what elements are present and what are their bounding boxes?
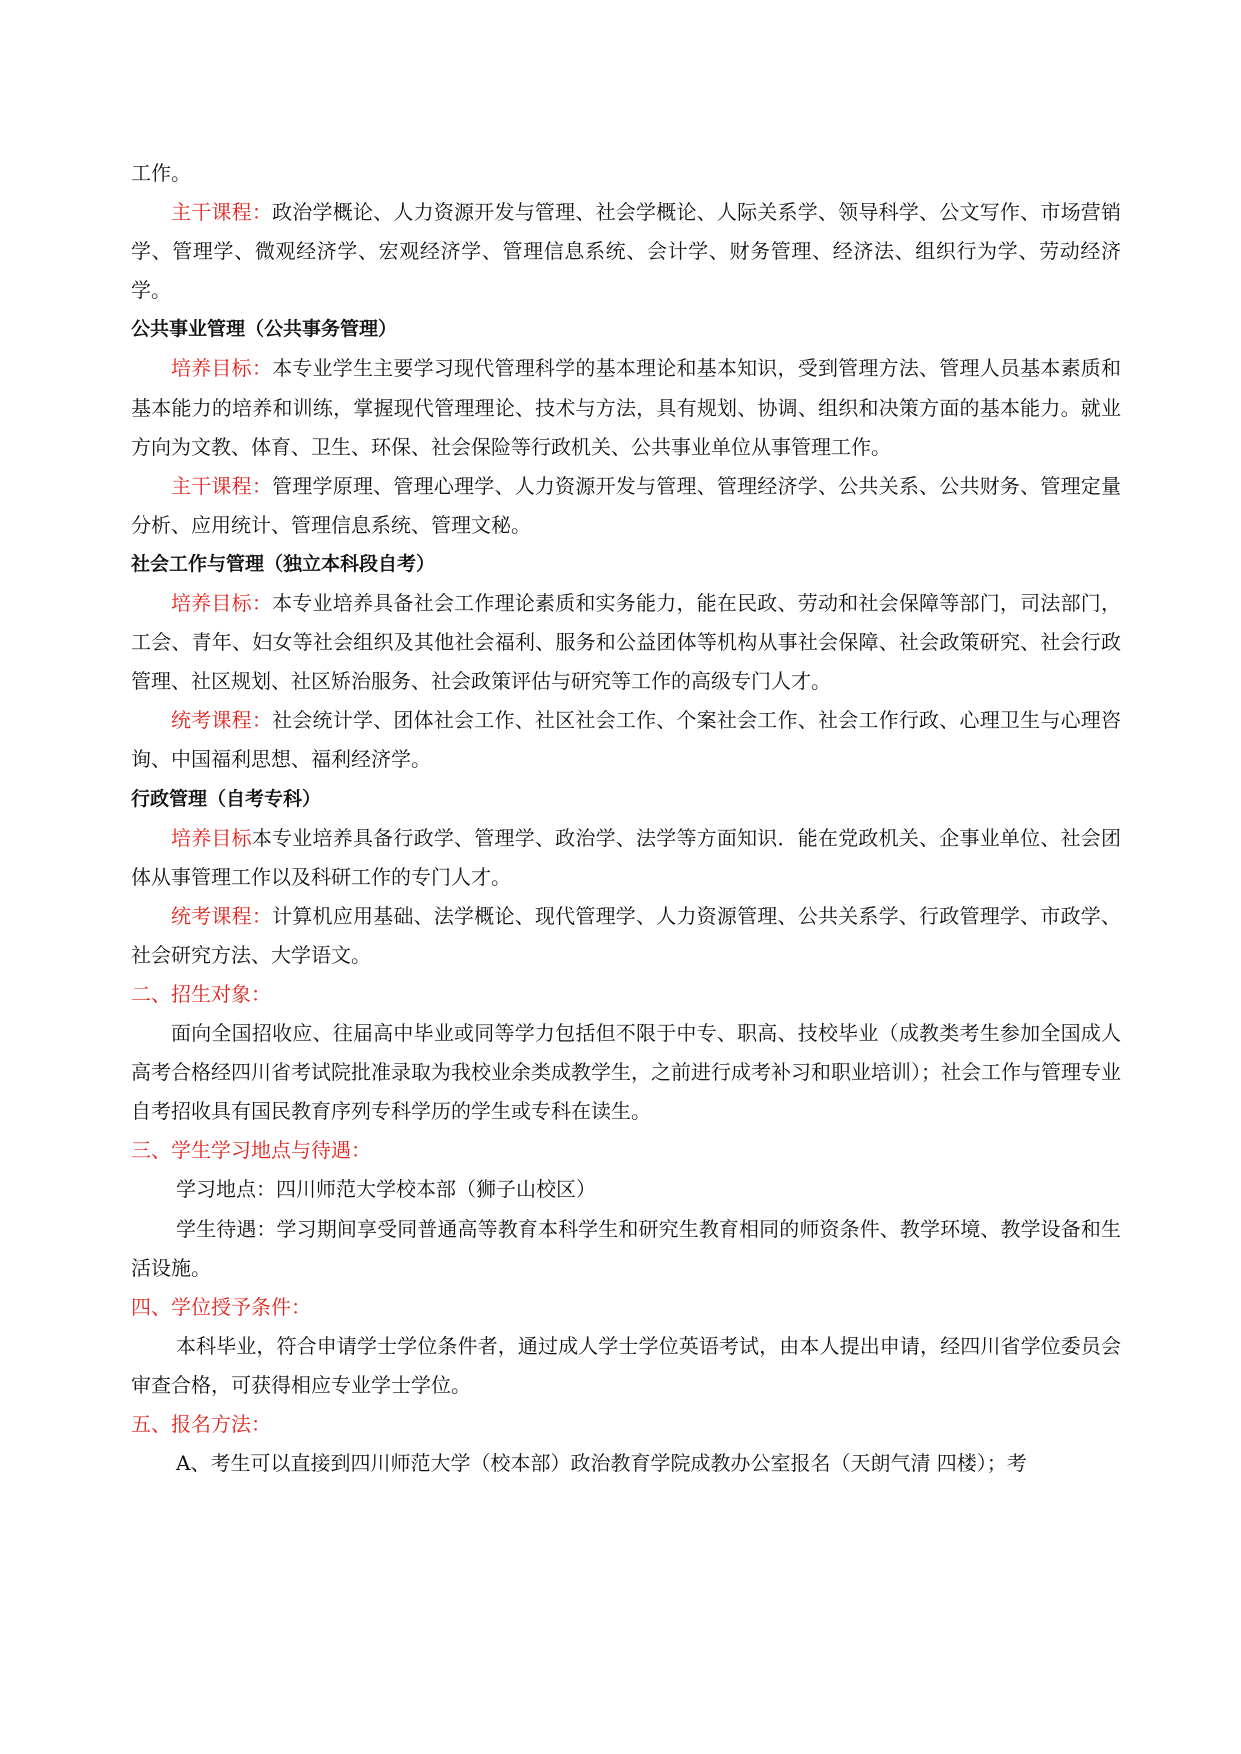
text-exam-courses: 社会统计学、团体社会工作、社区社会工作、个案社会工作、社会工作行政、心理卫生与心理咨询、中国福利思想、福利经济学。 [131, 708, 1122, 772]
text-training-goal: 本专业培养具备社会工作理论素质和实务能力，能在民政、劳动和社会保障等部门，司法部门，工会、青年、妇女等社会组织及其他社会福利、服务和公益团体等机构从事社会保障、社会政策研究、社会行政管理、社区规划、社区矫治服务、社会政策评估与研究等工作的高级专门人才。 [131, 591, 1122, 694]
paragraph-exam-courses-4 [131, 897, 1121, 975]
section-heading-enrollment: 二、招生对象： [131, 981, 271, 1006]
text-main-courses: 政治学概论、人力资源开发与管理、社会学概论、人际关系学、领导科学、公文写作、市场营销学、管理学、微观经济学、宏观经济学、管理信息系统、会计学、财务管理、经济法、组织行为学、劳动经济学。 [131, 200, 1122, 303]
paragraph-main-courses-2 [131, 467, 1121, 545]
heading-public-affairs: 公共事业管理（公共事务管理） [131, 318, 398, 341]
heading-administration: 行政管理（自考专科） [131, 787, 322, 810]
paragraph-degree: 本科毕业，符合申请学士学位条件者，通过成人学士学位英语考试，由本人提出申请，经四川省学位委员会审查合格，可获得相应专业学士学位。 [131, 1333, 1121, 1397]
heading-social-work: 社会工作与管理（独立本科段自考） [131, 552, 436, 575]
paragraph-training-goal-2 [131, 349, 1121, 466]
label-main-courses: 主干课程： [171, 200, 273, 225]
label-exam-courses: 统考课程： [171, 903, 273, 928]
paragraph-benefits: 学生待遇：学习期间享受同普通高等教育本科学生和研究生教育相同的师资条件、教学环境、教学设备和生活设施。 [131, 1216, 1121, 1280]
text-training-goal: 本专业学生主要学习现代管理科学的基本理论和基本知识，受到管理方法、管理人员基本素质和基本能力的培养和训练，掌握现代管理理论、技术与方法，具有规划、协调、组织和决策方面的基本能力。就业方向为文教、体育、卫生、环保、社会保险等行政机关、公共事业单位从事管理工作。 [131, 356, 1122, 459]
paragraph-registration: A、考生可以直接到四川师范大学（校本部）政治教育学院成教办公室报名（天朗气清 四楼）；考 [176, 1451, 1027, 1476]
label-training-goal: 培养目标： [171, 591, 273, 616]
text-main-courses: 管理学原理、管理心理学、人力资源开发与管理、管理经济学、公共关系、公共财务、管理定量分析、应用统计、管理信息系统、管理文秘。 [131, 473, 1122, 537]
text-exam-courses: 计算机应用基础、法学概论、现代管理学、人力资源管理、公共关系学、行政管理学、市政学、社会研究方法、大学语文。 [131, 903, 1122, 967]
document-page [131, 154, 1121, 1483]
paragraph-location: 学习地点：四川师范大学校本部（狮子山校区） [176, 1177, 596, 1202]
label-training-goal: 培养目标： [171, 356, 273, 381]
paragraph-training-goal-4 [131, 819, 1121, 897]
section-heading-degree: 四、学位授予条件： [131, 1294, 311, 1319]
paragraph-enrollment: 面向全国招收应、往届高中毕业或同等学力包括但不限于中专、职高、技校毕业（成教类考生参加全国成人高考合格经四川省考试院批准录取为我校业余类成教学生，之前进行成考补习和职业培训）；社会工作与管理专业自考招收具有国民教育序列专科学历的学生或专科在读生。 [131, 1021, 1121, 1124]
paragraph-main-courses-1 [131, 193, 1121, 310]
paragraph-continuation: 工作。 [131, 161, 191, 185]
paragraph-training-goal-3 [131, 584, 1121, 701]
label-training-goal: 培养目标 [171, 825, 252, 850]
label-main-courses: 主干课程： [171, 473, 273, 498]
section-heading-registration: 五、报名方法： [131, 1412, 271, 1436]
label-exam-courses: 统考课程： [171, 708, 273, 733]
text-training-goal: 本专业培养具备行政学、管理学、政治学、法学等方面知识．能在党政机关、企事业单位、社会团体从事管理工作以及科研工作的专门人才。 [131, 825, 1122, 889]
section-heading-location: 三、学生学习地点与待遇： [131, 1138, 371, 1163]
paragraph-exam-courses-3 [131, 701, 1121, 779]
